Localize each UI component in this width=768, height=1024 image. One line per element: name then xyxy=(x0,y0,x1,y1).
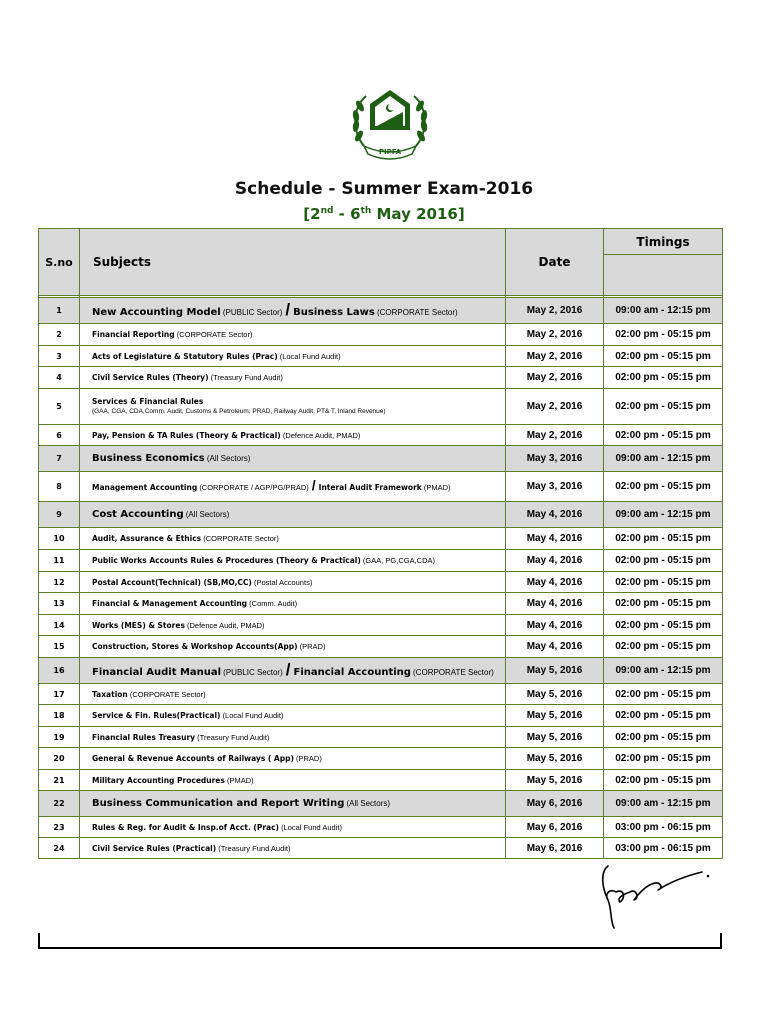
row-timing: 02:00 pm - 05:15 pm xyxy=(604,324,723,346)
table-row xyxy=(39,389,723,425)
row-timing: 09:00 am - 12:15 pm xyxy=(604,791,723,817)
row-subject xyxy=(80,528,506,550)
subject-sector-note: (CORPORATE Sector) xyxy=(413,667,494,677)
subject-sector-note: (All Sectors) xyxy=(206,454,251,463)
subject-name: Public Works Accounts Rules & Procedures (Theory & Practical) xyxy=(92,556,361,565)
row-timing: 09:00 am - 12:15 pm xyxy=(604,446,723,472)
subject-sector-note: (PUBLIC Sector) xyxy=(223,667,283,677)
table-row xyxy=(39,528,723,550)
subject-name: Business Communication and Report Writing xyxy=(92,798,345,809)
row-date: May 2, 2016 xyxy=(506,324,604,346)
subject-name: Works (MES) & Stores xyxy=(92,620,185,630)
row-subject xyxy=(80,705,506,727)
subject-sector-note: (All Sectors) xyxy=(185,510,230,519)
row-sno: 2 xyxy=(39,324,80,346)
subject-sector-note: (Defence Audit, PMAD) xyxy=(187,620,265,630)
row-timing: 03:00 pm - 06:15 pm xyxy=(604,838,723,859)
table-row xyxy=(39,684,723,705)
row-timing: 02:00 pm - 05:15 pm xyxy=(604,346,723,367)
signature xyxy=(590,858,720,930)
table-row xyxy=(39,658,723,684)
row-subject xyxy=(80,817,506,838)
row-subject xyxy=(80,615,506,636)
subject-sector-note: (PUBLIC Sector) xyxy=(222,307,283,317)
subject-sector-note: (Defence Audit, PMAD) xyxy=(282,430,361,440)
row-timing: 02:00 pm - 05:15 pm xyxy=(604,593,723,615)
row-timing: 02:00 pm - 05:15 pm xyxy=(604,367,723,389)
row-subject xyxy=(80,298,506,324)
row-sno: 7 xyxy=(39,446,80,472)
schedule-body xyxy=(39,296,723,859)
row-sno: 3 xyxy=(39,346,80,367)
subject-name: Financial Audit Manual xyxy=(92,666,222,678)
subject-separator: / xyxy=(311,477,316,493)
row-sno: 11 xyxy=(39,550,80,572)
row-sno: 24 xyxy=(39,838,80,859)
row-timing: 02:00 pm - 05:15 pm xyxy=(604,615,723,636)
pipfa-logo xyxy=(346,84,434,162)
subject-name: Business Economics xyxy=(92,453,205,464)
row-date: May 5, 2016 xyxy=(506,770,604,791)
row-subject xyxy=(80,636,506,658)
row-timing: 02:00 pm - 05:15 pm xyxy=(604,425,723,446)
row-sno: 5 xyxy=(39,389,80,425)
subject-name: New Accounting Model xyxy=(92,306,221,318)
subject-name: Military Accounting Procedures xyxy=(92,775,225,785)
subject-sector-note: (Local Fund Audit) xyxy=(279,351,341,361)
subject-name: Financial Reporting xyxy=(92,330,175,339)
subject-sector-note: (CORPORATE Sector) xyxy=(129,689,206,699)
subject-name: Taxation xyxy=(92,689,128,699)
row-sno: 23 xyxy=(39,817,80,838)
header-timings: Timings xyxy=(604,229,723,255)
table-row xyxy=(39,502,723,528)
table-row xyxy=(39,817,723,838)
header-date: Date xyxy=(506,229,604,296)
row-timing: 02:00 pm - 05:15 pm xyxy=(604,550,723,572)
subject-name: Interal Audit Framework xyxy=(318,483,422,492)
row-sno: 17 xyxy=(39,684,80,705)
row-sno: 9 xyxy=(39,502,80,528)
subject-sector-note: (All Sectors) xyxy=(346,799,391,808)
subject-sector-note: (Treasury Fund Audit) xyxy=(218,843,291,853)
subject-name: Business Laws xyxy=(293,306,375,318)
subject-sector-note: (Local Fund Audit) xyxy=(281,822,342,832)
subject-separator: / xyxy=(285,659,291,679)
row-date: May 5, 2016 xyxy=(506,705,604,727)
subject-sector-note: (CORPORATE Sector) xyxy=(376,307,458,317)
table-row xyxy=(39,770,723,791)
table-row xyxy=(39,446,723,472)
subject-name: General & Revenue Accounts of Railways ( App) xyxy=(92,754,294,763)
subject-sector-note: (PMAD) xyxy=(423,483,451,492)
subject-sector-note: (Local Fund Audit) xyxy=(222,711,284,720)
svg-text:PIPFA: PIPFA xyxy=(378,148,402,156)
row-date: May 4, 2016 xyxy=(506,502,604,528)
row-timing: 02:00 pm - 05:15 pm xyxy=(604,389,723,425)
row-subject xyxy=(80,593,506,615)
subject-name: Pay, Pension & TA Rules (Theory & Practical) xyxy=(92,430,281,440)
row-timing: 02:00 pm - 05:15 pm xyxy=(604,748,723,770)
row-date: May 4, 2016 xyxy=(506,636,604,658)
table-row xyxy=(39,346,723,367)
row-date: May 6, 2016 xyxy=(506,817,604,838)
row-sno: 10 xyxy=(39,528,80,550)
subject-sector-note: (PMAD) xyxy=(226,775,254,785)
row-sno: 6 xyxy=(39,425,80,446)
row-sno: 20 xyxy=(39,748,80,770)
row-timing: 09:00 am - 12:15 pm xyxy=(604,658,723,684)
subject-name: Financial & Management Accounting xyxy=(92,599,248,608)
row-subject xyxy=(80,425,506,446)
subject-sector-note: (GAA, PG,CGA,CDA) xyxy=(362,556,435,565)
subject-sector-note: (CORPORATE / AGP/PG/PRAD) xyxy=(199,483,309,492)
row-date: May 6, 2016 xyxy=(506,791,604,817)
row-sno: 8 xyxy=(39,472,80,502)
row-date: May 2, 2016 xyxy=(506,425,604,446)
table-row xyxy=(39,748,723,770)
subject-name: Management Accounting xyxy=(92,483,198,492)
row-sno: 4 xyxy=(39,367,80,389)
row-sno: 15 xyxy=(39,636,80,658)
subject-separator: / xyxy=(285,299,291,319)
subject-sector-detail: (GAA, CGA, CDA,Comm. Audit, Customs & Petroleum, PRAD, Railway Audit, PT& T, Inland Revenue) xyxy=(92,408,386,415)
row-timing: 03:00 pm - 06:15 pm xyxy=(604,817,723,838)
row-timing: 02:00 pm - 05:15 pm xyxy=(604,770,723,791)
row-timing: 02:00 pm - 05:15 pm xyxy=(604,636,723,658)
row-subject xyxy=(80,838,506,859)
page-title: Schedule - Summer Exam-2016 xyxy=(234,179,534,199)
row-timing: 09:00 am - 12:15 pm xyxy=(604,298,723,324)
row-date: May 5, 2016 xyxy=(506,658,604,684)
subject-name: Financial Rules Treasury xyxy=(92,732,196,742)
row-subject xyxy=(80,727,506,748)
table-row xyxy=(39,572,723,593)
table-row xyxy=(39,791,723,817)
row-date: May 5, 2016 xyxy=(506,684,604,705)
row-timing: 02:00 pm - 05:15 pm xyxy=(604,727,723,748)
subject-sector-note: (Comm. Audit) xyxy=(249,599,298,608)
subject-name: Audit, Assurance & Ethics xyxy=(92,534,202,543)
row-date: May 4, 2016 xyxy=(506,572,604,593)
table-row xyxy=(39,298,723,324)
table-row xyxy=(39,324,723,346)
row-sno: 18 xyxy=(39,705,80,727)
row-subject xyxy=(80,684,506,705)
row-subject xyxy=(80,367,506,389)
subject-name: Construction, Stores & Workshop Accounts(App) xyxy=(92,642,298,651)
row-date: May 6, 2016 xyxy=(506,838,604,859)
row-date: May 4, 2016 xyxy=(506,528,604,550)
row-timing: 02:00 pm - 05:15 pm xyxy=(604,705,723,727)
subject-sector-note: (PRAD) xyxy=(299,642,326,651)
table-row xyxy=(39,838,723,859)
row-date: May 2, 2016 xyxy=(506,389,604,425)
subject-sector-note: (PRAD) xyxy=(296,754,322,763)
header-subjects: Subjects xyxy=(80,229,506,296)
row-sno: 14 xyxy=(39,615,80,636)
row-date: May 4, 2016 xyxy=(506,550,604,572)
subject-name: Cost Accounting xyxy=(92,509,184,520)
row-date: May 3, 2016 xyxy=(506,446,604,472)
row-subject xyxy=(80,572,506,593)
table-row xyxy=(39,425,723,446)
row-subject xyxy=(80,502,506,528)
row-sno: 21 xyxy=(39,770,80,791)
row-subject xyxy=(80,324,506,346)
table-row xyxy=(39,367,723,389)
row-timing: 02:00 pm - 05:15 pm xyxy=(604,472,723,502)
subject-sector-note: (Treasury Fund Audit) xyxy=(197,732,270,742)
header-sno: S.no xyxy=(39,229,80,296)
row-sno: 19 xyxy=(39,727,80,748)
exam-schedule-table xyxy=(38,228,723,859)
subject-name: Civil Service Rules (Practical) xyxy=(92,843,217,853)
subject-name: Rules & Reg. for Audit & Insp.of Acct. (Prac) xyxy=(92,822,279,832)
row-sno: 16 xyxy=(39,658,80,684)
subject-name: Acts of Legislature & Statutory Rules (Prac) xyxy=(92,351,278,361)
table-row xyxy=(39,705,723,727)
table-row xyxy=(39,727,723,748)
row-timing: 09:00 am - 12:15 pm xyxy=(604,502,723,528)
subject-name: Services & Financial Rules xyxy=(92,397,204,406)
table-row xyxy=(39,615,723,636)
subject-name: Postal Account(Technical) (SB,MO,CC) xyxy=(92,577,252,587)
subject-sector-note: (CORPORATE Sector) xyxy=(176,330,253,339)
page-footer-rule xyxy=(38,933,722,949)
row-timing: 02:00 pm - 05:15 pm xyxy=(604,572,723,593)
row-date: May 2, 2016 xyxy=(506,298,604,324)
subject-name: Civil Service Rules (Theory) xyxy=(92,373,209,382)
row-subject xyxy=(80,389,506,425)
row-sno: 13 xyxy=(39,593,80,615)
table-row xyxy=(39,472,723,502)
row-sno: 12 xyxy=(39,572,80,593)
row-timing: 02:00 pm - 05:15 pm xyxy=(604,528,723,550)
row-subject xyxy=(80,472,506,502)
header-timings-sub xyxy=(604,255,723,296)
subject-sector-note: (CORPORATE Sector) xyxy=(203,534,279,543)
subject-sector-note: (Postal Accounts) xyxy=(253,577,313,587)
row-subject xyxy=(80,748,506,770)
subject-name: Financial Accounting xyxy=(293,666,411,678)
row-subject xyxy=(80,770,506,791)
row-subject xyxy=(80,791,506,817)
row-sno: 1 xyxy=(39,298,80,324)
row-subject xyxy=(80,446,506,472)
row-date: May 2, 2016 xyxy=(506,367,604,389)
exam-date-range: [2nd - 6th May 2016] xyxy=(303,205,465,223)
row-date: May 4, 2016 xyxy=(506,615,604,636)
row-subject xyxy=(80,550,506,572)
subject-name: Service & Fin. Rules(Practical) xyxy=(92,711,221,720)
table-row xyxy=(39,550,723,572)
row-timing: 02:00 pm - 05:15 pm xyxy=(604,684,723,705)
table-row xyxy=(39,593,723,615)
row-date: May 5, 2016 xyxy=(506,748,604,770)
pipfa-emblem-icon xyxy=(346,84,434,162)
row-date: May 5, 2016 xyxy=(506,727,604,748)
row-date: May 2, 2016 xyxy=(506,346,604,367)
subject-sector-note: (Treasury Fund Audit) xyxy=(210,373,283,382)
row-date: May 3, 2016 xyxy=(506,472,604,502)
row-subject xyxy=(80,658,506,684)
row-sno: 22 xyxy=(39,791,80,817)
row-subject xyxy=(80,346,506,367)
row-date: May 4, 2016 xyxy=(506,593,604,615)
table-row xyxy=(39,636,723,658)
